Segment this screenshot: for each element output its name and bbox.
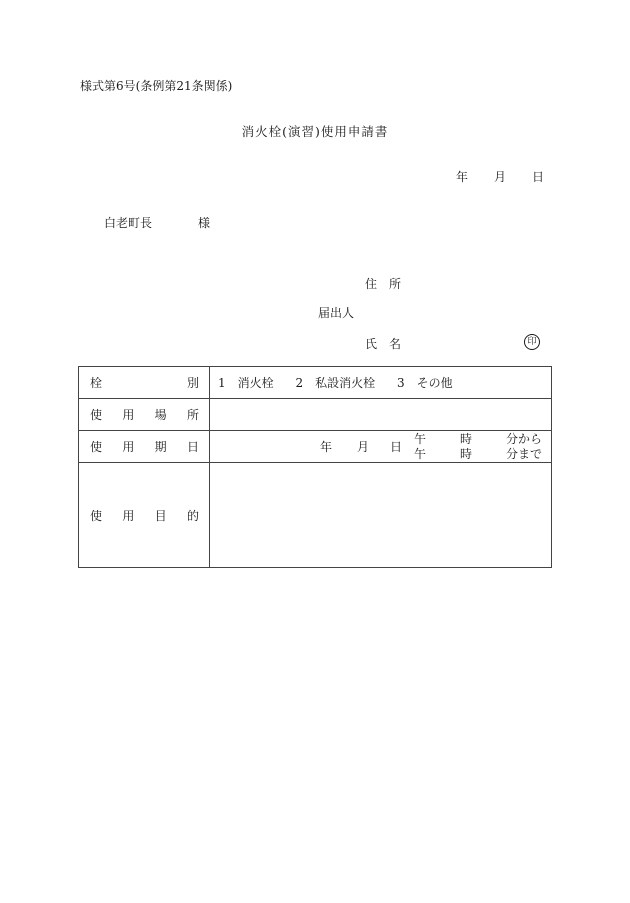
label-char: 所 [186,408,199,422]
period-year: 年 [320,440,333,454]
label-char: 用 [122,440,135,454]
label-char: 日 [186,440,199,454]
period-to-minute: 分まで [506,447,543,461]
addressee-name: 白老町長 [104,216,153,230]
period-label-cell [79,431,210,463]
label-char: 別 [186,376,199,390]
place-value-cell[interactable] [210,399,552,431]
purpose-value-cell[interactable] [210,463,552,568]
label-char: 場 [154,408,167,422]
date-day: 日 [532,170,545,184]
notifier-label: 届出人 [318,306,355,320]
table-row-kind [79,367,552,399]
kind-option-other: 3 その他 [396,376,453,390]
form-number: 様式第6号(条例第21条関係) [80,79,233,93]
kind-option-hydrant: 1 消火栓 [218,376,274,390]
period-from-ampm: 午 [414,432,427,446]
document-title: 消火栓(演習)使用申請書 [241,124,389,139]
date-line [456,171,544,183]
kind-value-cell [210,367,552,399]
period-day: 日 [390,440,403,454]
label-char: 的 [186,508,199,523]
table-row-place [79,399,552,431]
period-from-minute: 分から [506,432,543,446]
period-to-ampm: 午 [414,447,427,461]
label-char: 使 [90,408,103,422]
label-char: 目 [154,508,167,523]
table-row-purpose [79,463,552,568]
date-year: 年 [456,170,469,184]
label-char: 栓 [90,376,103,390]
label-char: 用 [122,408,135,422]
table-row-period [79,431,552,463]
period-month: 月 [357,440,370,454]
application-table [78,366,552,568]
label-char: 使 [90,440,103,454]
seal-mark: 印 [524,334,540,350]
place-label-cell [79,399,210,431]
period-value-cell[interactable] [210,431,552,463]
purpose-label-cell [79,463,210,568]
kind-option-private-hydrant: 2 私設消火栓 [295,376,376,390]
addressee-honorific: 様 [198,216,211,230]
address-label: 住所 [365,277,414,291]
period-to-hour: 時 [460,447,473,461]
period-from-hour: 時 [460,432,473,446]
addressee [104,217,210,229]
name-label: 氏名 [365,337,414,351]
label-char: 用 [122,508,135,523]
label-char: 使 [90,508,103,523]
label-char: 期 [154,440,167,454]
kind-label-cell [79,367,210,399]
date-month: 月 [494,170,507,184]
